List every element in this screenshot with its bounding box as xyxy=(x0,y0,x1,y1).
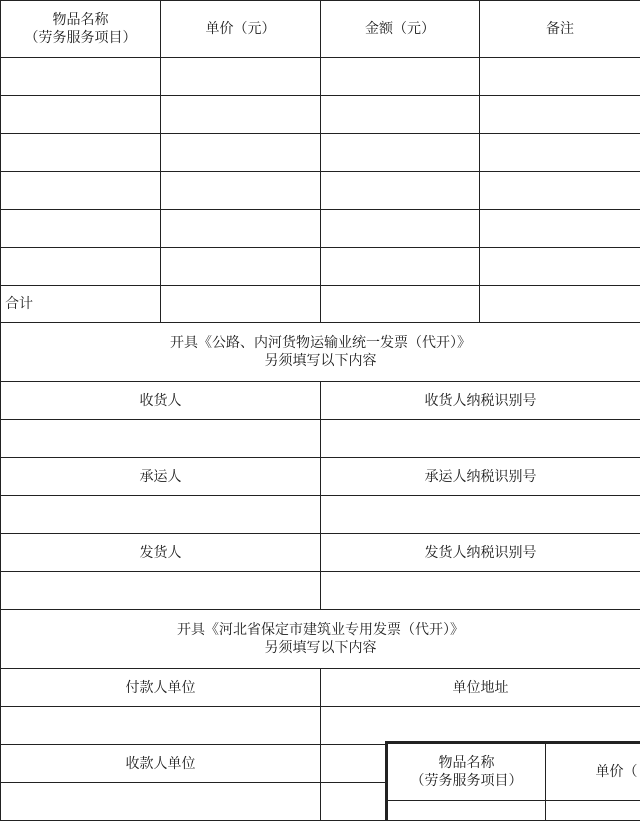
shipper-label-row xyxy=(1,534,640,572)
consignee-tax-id-field[interactable] xyxy=(321,420,640,458)
total-row xyxy=(1,286,640,323)
shipper-field[interactable] xyxy=(1,572,321,610)
remarks-cell[interactable] xyxy=(480,172,640,210)
fragment-table xyxy=(387,743,640,820)
overlapping-table-fragment xyxy=(385,741,640,820)
amount-cell[interactable] xyxy=(321,58,480,96)
total-label: 合计 xyxy=(1,286,161,323)
table-header-row xyxy=(1,1,640,58)
consignee-field[interactable] xyxy=(1,420,321,458)
amount-cell[interactable] xyxy=(321,172,480,210)
carrier-tax-id-field[interactable] xyxy=(321,496,640,534)
header-amount: 金额（元） xyxy=(321,1,480,58)
shipper-tax-id-field[interactable] xyxy=(321,572,640,610)
consignee-input-row xyxy=(1,420,640,458)
transport-section-note: 开具《公路、内河货物运输业统一发票（代开）》 另须填写以下内容 xyxy=(1,323,640,382)
unit-price-cell[interactable] xyxy=(161,96,321,134)
fragment-header-item-name: 物品名称 （劳务服务项目） xyxy=(388,744,546,801)
item-name-cell[interactable] xyxy=(1,172,161,210)
header-unit-price: 单价（元） xyxy=(161,1,321,58)
payer-label-row xyxy=(1,669,640,707)
construction-section-heading xyxy=(1,610,640,669)
amount-cell[interactable] xyxy=(321,210,480,248)
table-row xyxy=(1,96,640,134)
item-name-cell[interactable] xyxy=(1,96,161,134)
shipper-tax-id-label: 发货人纳税识别号 xyxy=(321,534,640,572)
remarks-cell[interactable] xyxy=(480,134,640,172)
remarks-cell[interactable] xyxy=(480,210,640,248)
table-row xyxy=(1,58,640,96)
unit-price-cell[interactable] xyxy=(161,248,321,286)
remarks-cell[interactable] xyxy=(480,58,640,96)
shipper-label: 发货人 xyxy=(1,534,321,572)
table-row xyxy=(1,172,640,210)
shipper-input-row xyxy=(1,572,640,610)
carrier-label-row xyxy=(1,458,640,496)
fragment-header-unit-price: 单价（ xyxy=(546,744,640,801)
payer-unit-label: 付款人单位 xyxy=(1,669,321,707)
payee-unit-label: 收款人单位 xyxy=(1,745,321,783)
carrier-input-row xyxy=(1,496,640,534)
total-unit-price-cell[interactable] xyxy=(161,286,321,323)
header-item-name: 物品名称 （劳务服务项目） xyxy=(1,1,161,58)
unit-price-cell[interactable] xyxy=(161,58,321,96)
fragment-item-cell[interactable] xyxy=(388,801,546,821)
total-remarks-cell[interactable] xyxy=(480,286,640,323)
table-row xyxy=(1,248,640,286)
carrier-tax-id-label: 承运人纳税识别号 xyxy=(321,458,640,496)
consignee-tax-id-label: 收货人纳税识别号 xyxy=(321,382,640,420)
item-name-cell[interactable] xyxy=(1,58,161,96)
transport-section-heading xyxy=(1,323,640,382)
payer-input-row xyxy=(1,707,640,745)
remarks-cell[interactable] xyxy=(480,96,640,134)
consignee-label-row xyxy=(1,382,640,420)
construction-section-note: 开具《河北省保定市建筑业专用发票（代开）》 另须填写以下内容 xyxy=(1,610,640,669)
item-name-cell[interactable] xyxy=(1,134,161,172)
payer-unit-field[interactable] xyxy=(1,707,321,745)
unit-price-cell[interactable] xyxy=(161,172,321,210)
amount-cell[interactable] xyxy=(321,248,480,286)
unit-address-field[interactable] xyxy=(321,707,640,745)
fragment-header-row xyxy=(388,744,640,801)
total-amount-cell[interactable] xyxy=(321,286,480,323)
carrier-field[interactable] xyxy=(1,496,321,534)
unit-price-cell[interactable] xyxy=(161,210,321,248)
table-row xyxy=(1,134,640,172)
unit-price-cell[interactable] xyxy=(161,134,321,172)
item-name-cell[interactable] xyxy=(1,248,161,286)
amount-cell[interactable] xyxy=(321,134,480,172)
payee-unit-field[interactable] xyxy=(1,783,321,821)
header-remarks: 备注 xyxy=(480,1,640,58)
carrier-label: 承运人 xyxy=(1,458,321,496)
item-name-cell[interactable] xyxy=(1,210,161,248)
fragment-price-cell[interactable] xyxy=(546,801,640,821)
table-row xyxy=(1,210,640,248)
consignee-label: 收货人 xyxy=(1,382,321,420)
unit-address-label: 单位地址 xyxy=(321,669,640,707)
fragment-row xyxy=(388,801,640,821)
amount-cell[interactable] xyxy=(321,96,480,134)
remarks-cell[interactable] xyxy=(480,248,640,286)
